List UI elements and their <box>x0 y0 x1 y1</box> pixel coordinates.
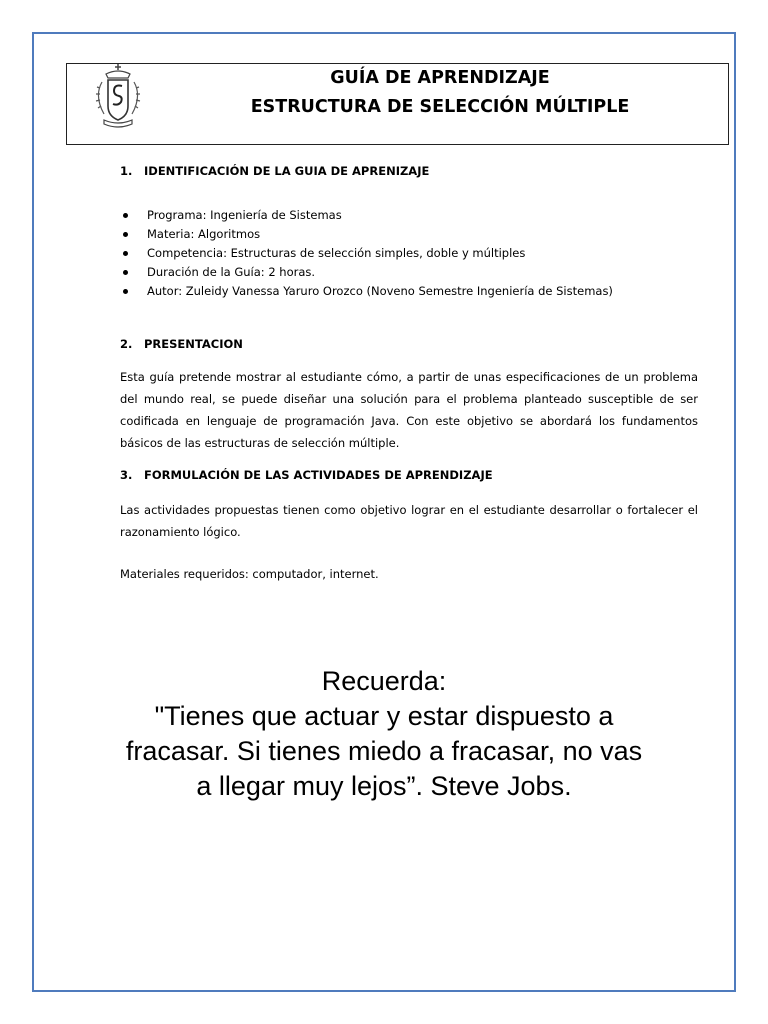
materials-text: Materiales requeridos: computador, internet. <box>120 567 379 581</box>
section-heading-1 <box>120 162 698 181</box>
section-title: FORMULACIÓN DE LAS ACTIVIDADES DE APRENDIZAJE <box>144 468 493 482</box>
list-item: Competencia: Estructuras de selección simples, doble y múltiples <box>120 244 698 263</box>
document-title-line1: GUÍA DE APRENDIZAJE <box>330 68 550 88</box>
section-title: PRESENTACION <box>144 337 243 351</box>
document-title-line2: ESTRUCTURA DE SELECCIÓN MÚLTIPLE <box>250 97 630 117</box>
quote-line: a llegar muy lejos”. Steve Jobs. <box>196 771 572 801</box>
section-title: IDENTIFICACIÓN DE LA GUIA DE APRENIZAJE <box>144 164 430 178</box>
activities-paragraph: Las actividades propuestas tienen como objetivo lograr en el estudiante desarrollar o fortalecer el razonamiento lógico. <box>120 503 698 539</box>
university-seal-icon <box>88 62 148 132</box>
section-number: 3. <box>120 468 133 482</box>
section-heading-2 <box>120 335 698 354</box>
quote-block <box>60 664 708 804</box>
quote-line: "Tienes que actuar y estar dispuesto a <box>154 701 614 731</box>
list-item: Materia: Algoritmos <box>120 225 698 244</box>
list-item: Duración de la Guía: 2 horas. <box>120 263 698 282</box>
presentation-paragraph: Esta guía pretende mostrar al estudiante cómo, a partir de unas especificaciones de un problema del mundo real, se puede diseñar una solución para el problema planteado susceptible de ser codificada en lenguaje de programación Java. Con este objetivo se abordará los fundamentos básicos de las estructuras de selección múltiple. <box>120 370 698 450</box>
identification-list <box>120 206 698 301</box>
document-content <box>120 160 698 585</box>
section-number: 2. <box>120 337 133 351</box>
quote-heading: Recuerda: <box>321 666 447 696</box>
section-heading-3 <box>120 466 698 485</box>
section-number: 1. <box>120 164 133 178</box>
quote-line: fracasar. Si tienes miedo a fracasar, no vas <box>125 736 643 766</box>
list-item: Programa: Ingeniería de Sistemas <box>120 206 698 225</box>
list-item: Autor: Zuleidy Vanessa Yaruro Orozco (Noveno Semestre Ingeniería de Sistemas) <box>120 282 698 301</box>
